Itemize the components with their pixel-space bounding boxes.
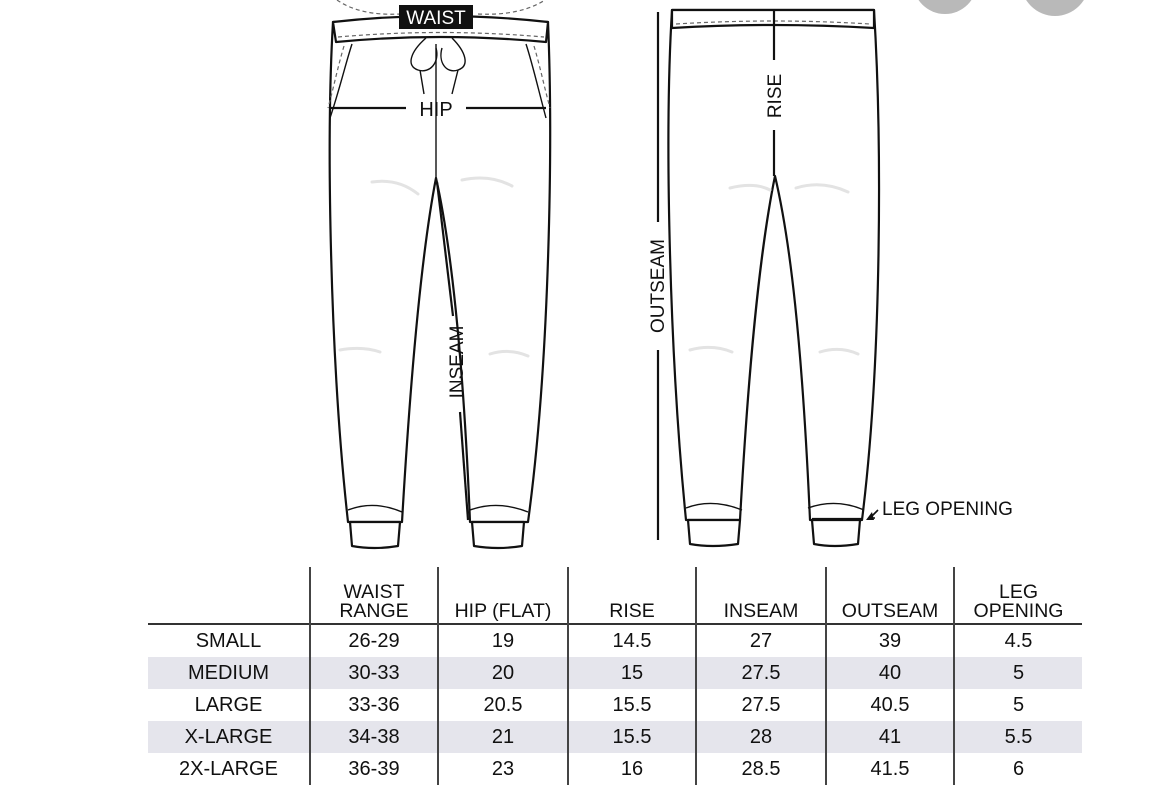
cell-waist-range: 33-36: [310, 689, 438, 721]
rise-label: RISE: [765, 73, 786, 119]
header-inseam: INSEAM: [696, 567, 826, 624]
header-waist-range: WAIST RANGE: [310, 567, 438, 624]
header-leg-opening: LEG OPENING: [954, 567, 1082, 624]
front-pants-illustration: [328, 0, 550, 548]
hip-label: HIP: [419, 99, 453, 121]
cell-inseam: 27: [696, 624, 826, 657]
cell-rise: 14.5: [568, 624, 696, 657]
cell-leg-opening: 5.5: [954, 721, 1082, 753]
cell-inseam: 27.5: [696, 657, 826, 689]
cell-waist-range: 36-39: [310, 753, 438, 785]
header-size: [148, 567, 310, 624]
cell-rise: 15.5: [568, 689, 696, 721]
cell-outseam: 39: [826, 624, 954, 657]
cell-outseam: 40.5: [826, 689, 954, 721]
cell-waist-range: 30-33: [310, 657, 438, 689]
table-row: [148, 721, 1082, 753]
cell-hip-flat: 23: [438, 753, 568, 785]
cell-leg-opening: 6: [954, 753, 1082, 785]
cell-leg-opening: 5: [954, 689, 1082, 721]
outseam-label: OUTSEAM: [648, 239, 669, 333]
cell-waist-range: 26-29: [310, 624, 438, 657]
decorative-circles: [913, 0, 1089, 16]
header-outseam: OUTSEAM: [826, 567, 954, 624]
cell-rise: 15.5: [568, 721, 696, 753]
cell-rise: 16: [568, 753, 696, 785]
cell-outseam: 41.5: [826, 753, 954, 785]
table-row: [148, 624, 1082, 657]
cell-size: X-LARGE: [148, 721, 310, 753]
cell-size: 2X-LARGE: [179, 757, 278, 780]
cell-leg-opening: 5: [954, 657, 1082, 689]
table-row: [148, 689, 1082, 721]
cell-hip-flat: 20.5: [438, 689, 568, 721]
cell-hip-flat: 21: [438, 721, 568, 753]
cell-hip-flat: 20: [438, 657, 568, 689]
cell-size: SMALL: [195, 629, 262, 652]
waist-label-text: WAIST: [406, 8, 466, 29]
cell-inseam: 28.5: [696, 753, 826, 785]
header-hip-flat: HIP (FLAT): [438, 567, 568, 624]
cell-outseam: 41: [826, 721, 954, 753]
cell-inseam: 28: [696, 721, 826, 753]
size-chart-table: [148, 567, 1082, 785]
table-row: [148, 753, 1082, 785]
cell-size: MEDIUM: [148, 657, 310, 689]
inseam-label: INSEAM: [447, 325, 468, 399]
cell-inseam: 27.5: [696, 689, 826, 721]
table-header-row: [148, 567, 1082, 624]
cell-leg-opening: 4.5: [954, 624, 1082, 657]
table-row: [148, 657, 1082, 689]
cell-size: LARGE: [194, 693, 263, 716]
waist-label: [399, 5, 473, 29]
cell-hip-flat: 19: [438, 624, 568, 657]
cell-outseam: 40: [826, 657, 954, 689]
cell-rise: 15: [568, 657, 696, 689]
cell-waist-range: 34-38: [310, 721, 438, 753]
header-rise: RISE: [568, 567, 696, 624]
leg-opening-label: LEG OPENING: [882, 499, 1013, 520]
